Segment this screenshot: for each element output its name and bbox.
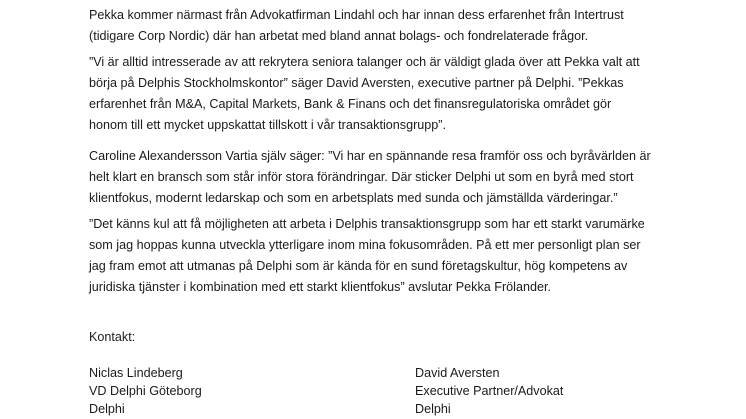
- contact-company: Delphi: [415, 402, 451, 416]
- paragraph-2-quote-aversten: ”Vi är alltid intresserade av att rekrytera seniora talanger och är väldigt glada över att Pekka valt att börja på Delphis Stockholmskontor” säger David Aversten, executive partner på Delphi. ”Pekkas erfarenhet från M&A, Capital Markets, Bank & Finans och det finansregulatoriska området gör honom till ett mycket uppskattat tillskott i vår transaktionsgrupp”.: [89, 55, 640, 132]
- contact-name: David Aversten: [415, 366, 500, 380]
- contact-label: Kontakt:: [89, 330, 136, 344]
- contact-card-aversten: [415, 364, 563, 418]
- paragraph-4-quote-frolander: ”Det känns kul att få möjligheten att arbeta i Delphis transaktionsgrupp som har ett starkt varumärke som jag hoppas kunna utveckla ytterligare inom mina fokusområden. På ett mer personligt plan ser jag fram emot att utmanas på Delphi som är kända för en sund företagskultur, hög kompetens av juridiska tjänster i kombination med ett starkt klientfokus” avslutar Pekka Frölander.: [89, 217, 645, 294]
- paragraph-3-quote-vartia: Caroline Alexandersson Vartia själv säger: ”Vi har en spännande resa framför oss och byråvärlden är helt klart en bransch som står inför stora förändringar. Där sticker Delphi ut som en byrå med stort klientfokus, modernt ledarskap och som en arbetsplats med sunda och jämställda värderingar.”: [89, 149, 651, 205]
- contact-name: Niclas Lindeberg: [89, 366, 183, 380]
- contact-title: Executive Partner/Advokat: [415, 384, 564, 398]
- contact-card-lindeberg: [89, 364, 202, 418]
- contact-title: VD Delphi Göteborg: [89, 384, 202, 398]
- paragraph-1: Pekka kommer närmast från Advokatfirman Lindahl och har innan dess erfarenhet från Intertrust (tidigare Corp Nordic) där han arbetat med bland annat bolags- och fondrelaterade frågor.: [89, 8, 624, 43]
- contact-company: Delphi: [89, 402, 125, 416]
